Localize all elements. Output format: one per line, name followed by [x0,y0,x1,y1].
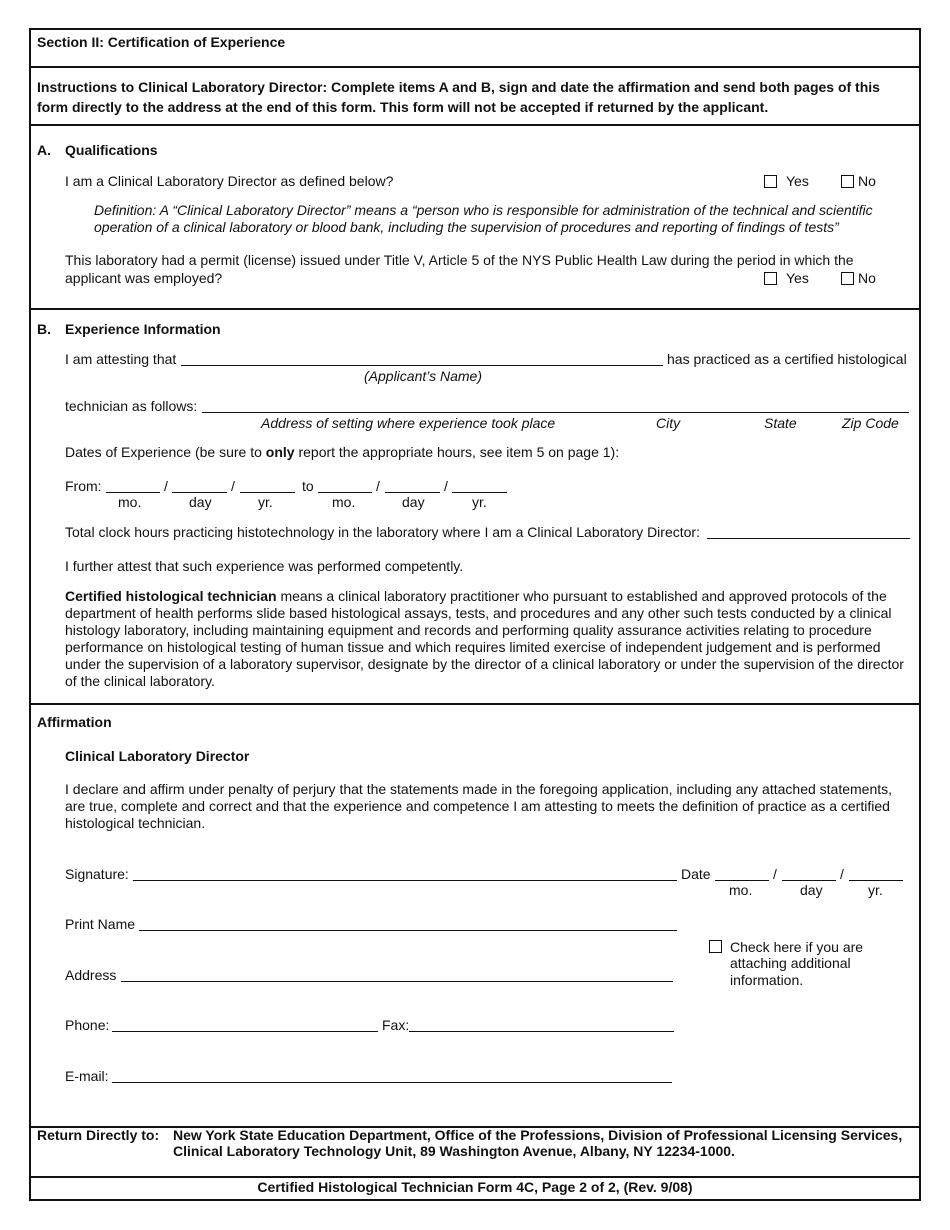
instructions: Instructions to Clinical Laboratory Director: Complete items A and B, sign and date the affirmation and send both pages of this form directly to the address at the end of this form. This form will not be accepted if returned by the applicant. [37,79,880,115]
dates-pre: Dates of Experience (be sure to [65,444,262,460]
to-day-field[interactable] [385,479,440,493]
permit-yes-label: Yes [786,270,809,286]
slash: / [164,478,168,494]
divider [31,308,919,310]
from-month-field[interactable] [106,479,160,493]
permit-no-checkbox[interactable] [841,272,854,285]
applicant-name-caption: (Applicant’s Name) [364,368,483,384]
attach-info-checkbox[interactable] [709,940,722,953]
print-name-label: Print Name [65,916,136,932]
zip-caption: Zip Code [842,415,899,431]
permit-yes-checkbox[interactable] [764,272,777,285]
divider [31,1176,919,1178]
fax-label: Fax: [382,1017,410,1033]
section-b-letter: B. [37,321,51,337]
to-year-field[interactable] [452,479,507,493]
return-label: Return Directly to: [37,1127,160,1143]
city-caption: City [656,415,681,431]
to-day-caption: day [402,494,425,510]
dates-post: report the appropriate hours, see item 5 on page 1): [298,444,620,460]
affirmation-statement: I declare and affirm under penalty of perjury that the statements made in the foregoing application, including any attached statements, are true, complete and correct and that the experience and competence I am attesting to meets the definition of practice as a certified histological technician. [65,781,893,831]
sign-month-field[interactable] [715,867,769,881]
to-label: to [302,478,314,494]
address-caption: Address of setting where experience took place [261,415,556,431]
dates-only: only [265,444,295,460]
from-label: From: [65,478,102,494]
to-yr-caption: yr. [472,494,487,510]
sign-year-field[interactable] [849,867,903,881]
director-definition: Definition: A “Clinical Laboratory Director” means a “person who is responsible for administration of the technical and scientific operation of a clinical laboratory or blood bank, including the supervision of procedures and reporting of findings of tests” [94,202,873,235]
hours-field[interactable] [707,525,910,539]
from-mo-caption: mo. [118,494,142,510]
slash: / [444,478,448,494]
from-day-caption: day [189,494,212,510]
permit-no-label: No [858,270,876,286]
director-no-checkbox[interactable] [841,175,854,188]
divider [31,703,919,705]
phone-label: Phone: [65,1017,110,1033]
from-yr-caption: yr. [258,494,273,510]
affirmation-subheading: Clinical Laboratory Director [65,748,250,764]
attach-info-line2: attaching additional [730,955,851,971]
slash: / [376,478,380,494]
state-caption: State [764,415,797,431]
sign-day-field[interactable] [782,867,836,881]
return-address-line1: New York State Education Department, Office of the Professions, Division of Professional Licensing Services, [173,1127,903,1143]
qualifications-heading: Qualifications [65,142,158,158]
sign-mo-caption: mo. [729,882,753,898]
from-year-field[interactable] [240,479,295,493]
competent-statement: I further attest that such experience was performed competently. [65,558,464,574]
date-label: Date [681,866,711,882]
technician-definition [65,588,913,690]
hours-label: Total clock hours practicing histotechnology in the laboratory where I am a Clinical Laboratory Director: [65,524,700,540]
to-month-field[interactable] [318,479,372,493]
technician-definition-text: means a clinical laboratory practitioner who pursuant to established and approved protocols of the department of health performs slide based histological assays, tests, and procedures and any other such tests conducted by a clinical histology laboratory, including maintaining equipment and records and performing quality assurance activities relating to procedure performance on histological testing of human tissue and which requires limited exercise of independent judgement and is performed under the supervision of a laboratory supervisor, designate by the director of a clinical laboratory or under the supervision of the director of the clinical laboratory. [65,588,904,689]
address-field[interactable] [121,968,673,982]
fax-field[interactable] [409,1018,674,1032]
to-mo-caption: mo. [332,494,356,510]
divider [31,66,919,68]
section-a-letter: A. [37,142,51,158]
signature-field[interactable] [133,867,677,881]
slash: / [840,866,844,882]
return-address-line2: Clinical Laboratory Technology Unit, 89 Washington Avenue, Albany, NY 12234-1000. [173,1143,735,1159]
phone-field[interactable] [112,1018,378,1032]
permit-question-line2: applicant was employed? [65,270,223,286]
divider [31,124,919,126]
attest-prefix: I am attesting that [65,351,177,367]
affirmation-heading: Affirmation [37,714,112,730]
director-question: I am a Clinical Laboratory Director as defined below? [65,173,394,189]
print-name-field[interactable] [139,917,677,931]
signature-label: Signature: [65,866,129,882]
address-label: Address [65,967,117,983]
slash: / [773,866,777,882]
dates-instruction [65,444,619,461]
director-no-label: No [858,173,876,189]
attach-info-line3: information. [730,972,804,988]
sign-yr-caption: yr. [868,882,883,898]
email-field[interactable] [112,1069,672,1083]
permit-question-line1: This laboratory had a permit (license) issued under Title V, Article 5 of the NYS Public Health Law during the period in which the [65,252,854,268]
attach-info-line1: Check here if you are [730,939,864,955]
technician-definition-term: Certified histological technician [65,588,277,604]
form-footer: Certified Histological Technician Form 4C, Page 2 of 2, (Rev. 9/08) [257,1179,693,1195]
experience-heading: Experience Information [65,321,221,337]
email-label: E-mail: [65,1068,109,1084]
from-day-field[interactable] [172,479,227,493]
experience-address-field[interactable] [202,399,909,413]
director-yes-label: Yes [786,173,809,189]
attest-suffix: has practiced as a certified histological [667,351,907,367]
technician-prefix: technician as follows: [65,398,198,414]
section-title: Section II: Certification of Experience [37,34,286,50]
director-yes-checkbox[interactable] [764,175,777,188]
slash: / [231,478,235,494]
sign-day-caption: day [800,882,823,898]
applicant-name-field[interactable] [181,352,663,366]
